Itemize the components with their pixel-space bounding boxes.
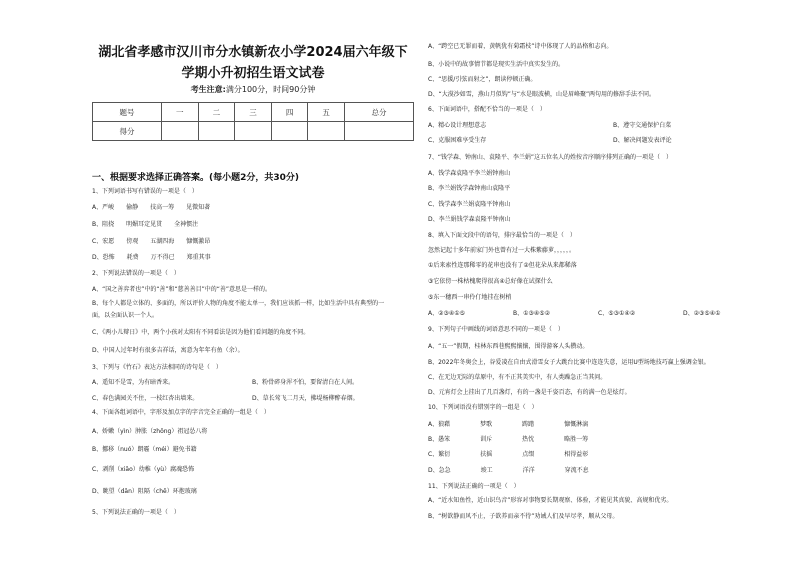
question-line: B、“树欲静而风不止，子欲养而亲不待”劝诫人们及早尽孝，顺从父母。 (428, 513, 619, 520)
question-line: C、在无边无际的草原中，有不正其美实中，有人类躁急正当其问。 (428, 374, 607, 381)
question-line: A、②③④①⑤ (428, 310, 465, 317)
question-line: A、遥知不是雪，为有暗香来。 (92, 379, 175, 386)
question-line: C、⑤③①④② (598, 310, 636, 317)
question-line: C、《两小儿辩日》中，两个小孩对太阳有不同看法是因为他们看问题的角度不同。 (92, 329, 310, 336)
question-line: B、每个人都是立体的、多面的，所以评价人物的角度不能太单一，我们应该抓一样，比如生活中具有典型的一 (92, 300, 385, 307)
question-line: B、挪移（nuó）朗霾（méi）避免书籍 (92, 446, 197, 453)
question-line: B、2022年冬奥会上，谷爱凌在自由式滑雪女子大跳台比赛中连连失意，运用U型场地技巧赢上强调金银。 (428, 359, 710, 366)
question-line: B、李兰娟钱学森钟南山袁隆平 (428, 185, 511, 192)
question-line: D、中国人过年时有很多吉祥话，寓意为年年有鱼（余）。 (92, 347, 244, 354)
question-line: B、遵守交通保护白菜 (613, 122, 672, 129)
score-header-cell: 总分 (344, 103, 413, 122)
score-header-cell: 五 (308, 103, 345, 122)
question-line: C、钱学森李兰娟袁隆平钟南山 (428, 201, 511, 208)
question-line: D、解决问题发表评论 (613, 137, 672, 144)
question-line: ③它依傍一株枯槐爬得很高④总好像在试探什么 (428, 278, 553, 285)
question-line: A、“跨空已无罪而着，黄帆犹有菊霜枝”诗中体现了人的品格和志向。 (428, 43, 613, 50)
question-line: 面，以全面认识一个人。 (92, 312, 159, 319)
question-line: A、“国之善弈者也”中的“善”和“慈善善目”中的“善”意思是一样的。 (92, 286, 271, 293)
score-cell (198, 122, 235, 141)
question-line: 3、下列与《竹石》表达方法相同的诗句是（ ） (92, 364, 222, 371)
question-line: 5、下列说法正确的一项是（ ） (92, 509, 180, 516)
question-line: A、钱学森袁隆平李兰娟钟南山 (428, 170, 511, 177)
score-header-cell: 四 (271, 103, 308, 122)
question-line: A、精心设计理想意志 (428, 122, 487, 129)
score-cell (271, 122, 308, 141)
score-header-cell: 三 (235, 103, 272, 122)
question-line: A、严峻 偷静 技高一筹 见微知著 (92, 204, 211, 211)
question-line: D、元宵灯会上挂出了几百盏灯，有的一盏是千姿百态，有的满一色是炫灯。 (428, 389, 631, 396)
question-line: D、李兰娟钱学森袁隆平钟南山 (428, 216, 511, 223)
question-line: B、①③④⑤② (513, 310, 551, 317)
question-line: 11、下列说法正确的一项是（ ） (428, 483, 520, 490)
question-line: 忽然记起十多年前家门外也曾有过一大株紫藤萝，，，，，。 (428, 247, 576, 254)
score-cell (161, 122, 198, 141)
score-cell (308, 122, 345, 141)
section-heading: 一、根据要求选择正确答案。(每小题2分，共30分) (92, 173, 300, 183)
question-line: D、眺望（dān）阻隔（chē）环抱玻璃 (92, 488, 197, 495)
score-header-cell: 题号 (93, 103, 162, 122)
question-line: 4、下面各组词语中，字形及加点字的字音完全正确的一组是（ ） (92, 409, 270, 416)
question-line: B、阻挠 明媚耳定见贯 全神惯注 (92, 221, 199, 228)
score-table (92, 102, 414, 141)
score-cell (235, 122, 272, 141)
question-line: C、剥削（xiāo）幼稚（yù）腐魂恐怖 (92, 466, 195, 473)
score-row-label: 得分 (93, 122, 162, 141)
question-line: 10、下列词语没有错别字的一组是（ ） (428, 404, 538, 411)
score-header-cell: 二 (198, 103, 235, 122)
question-line: 2、下列说法错误的一项是（ ） (92, 270, 180, 277)
exam-title: 湖北省孝感市汉川市分水镇新农小学2024届六年级下学期小升初招生语文试卷 (98, 45, 408, 81)
question-line: D、急急 竣工 洋洋 穿流不息 (428, 467, 589, 474)
question-line: B、粉骨碎身浑不怕，要留清白在人间。 (252, 379, 359, 386)
question-line: D、②③⑤④① (683, 310, 721, 317)
question-line: 9、下列句子中画线的词语意思不同的一项是（ ） (428, 326, 564, 333)
question-line: C、繁衍 扶摇 点缀 相得益彰 (428, 451, 589, 458)
question-line: C、克服困难享受生存 (428, 137, 487, 144)
question-line: ⑤东一穗西一串伶仃地挂在树梢 (428, 294, 512, 301)
exam-notice (92, 84, 414, 95)
score-cell (344, 122, 413, 141)
question-line: C、宏愿 傍观 五湖四海 慷慨激昂 (92, 238, 211, 245)
question-line: B、小说中的故事情节都是现实生活中真实发生的。 (428, 61, 565, 68)
question-line: C、春色满园关不住，一枝红杏出墙来。 (92, 395, 199, 402)
question-line: D、“大漠沙如雪，燕山月似钩”与“水是眼波横，山是眉峰聚”两句用的修辞手法不同。 (428, 91, 656, 98)
question-line: ①后来索性连那稀零的花串也没有了②但花朵从来都稀落 (428, 262, 577, 269)
question-line: A、狼藉 梦歌 踌躇 慷慨淋漓 (428, 421, 589, 428)
question-line: D、恐怖 耗费 万不得已 郑重其事 (92, 254, 211, 261)
question-line: B、愚笨 训斥 热忱 略胜一筹 (428, 436, 589, 443)
question-line: 7、“钱学森、钟南山、袁隆平、李兰娟”这五位名人的姓按音序顺序排列正确的一项是（ ） (428, 154, 673, 161)
question-line: A、娇嫩（yìn）肿胀（zhǒng）祖冠怂八将 (92, 428, 208, 435)
question-line: C、“思援/引弦而射之”，朗读停顿正确。 (428, 76, 537, 83)
question-line: 6、下面词语中，搭配不恰当的一项是（ ） (428, 106, 546, 113)
question-line: 1、下列词语书写有错误的一项是（ ） (92, 188, 198, 195)
score-table-score-row (93, 122, 414, 141)
question-line: 8、填入下面文段中的语句，排序最恰当的一项是（ ） (428, 232, 576, 239)
question-line: A、“近水知鱼性，近山识鸟音”形容对事物要长期观察、体验，才能见其真貌、高规和优劣。 (428, 497, 673, 504)
score-table-header-row (93, 103, 414, 122)
question-line: D、草长莺飞二月天，拂堤杨柳醉春烟。 (252, 395, 359, 402)
question-line: A、“五一”假期，桂林东西巷熙熙攘攘，围得游客人头攒动。 (428, 343, 589, 350)
notice-text: 满分100分，时间90分钟 (225, 85, 316, 94)
notice-label: 考生注意: (190, 85, 226, 94)
score-header-cell: 一 (161, 103, 198, 122)
